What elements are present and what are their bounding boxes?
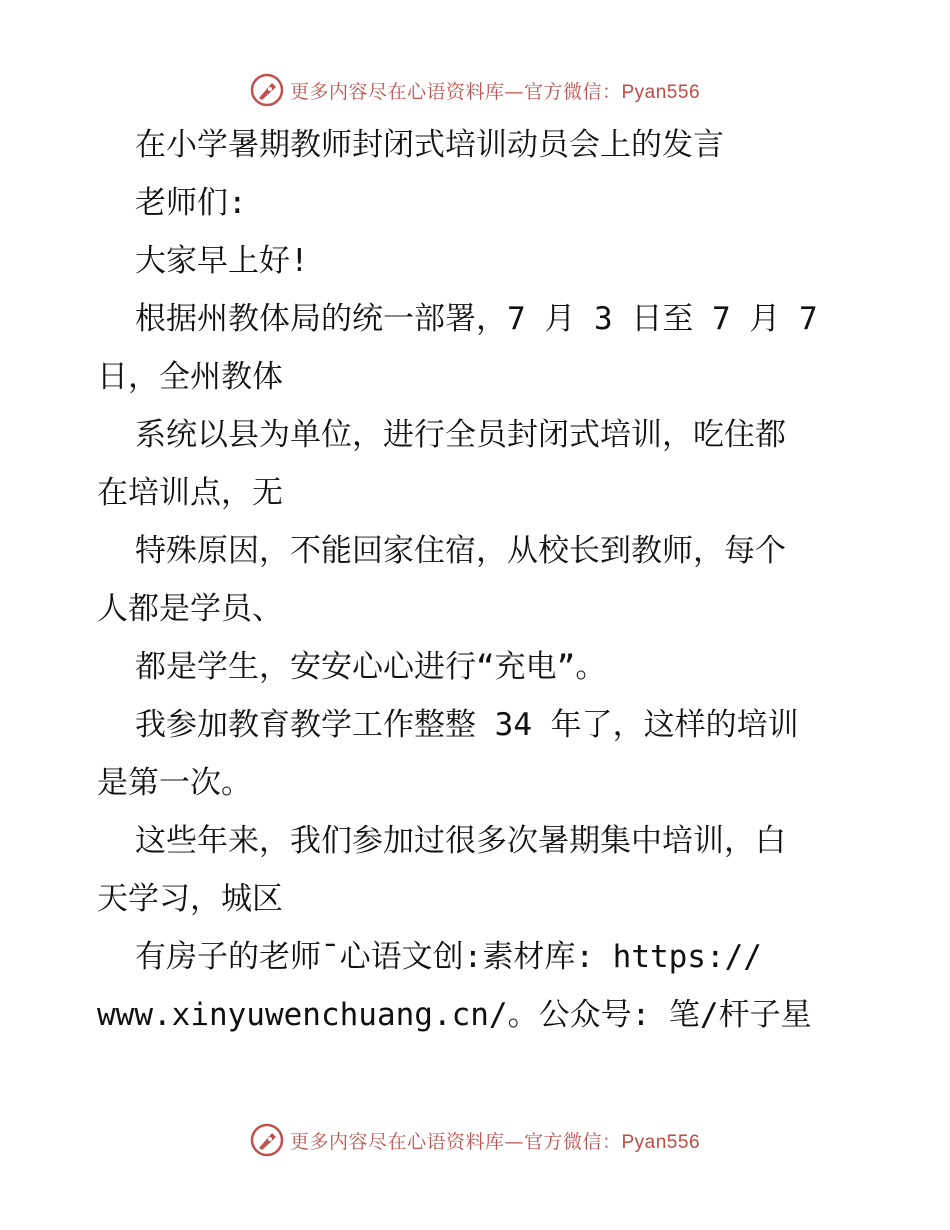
document-body — [97, 116, 897, 1044]
text-line: 天学习，城区 — [97, 881, 283, 917]
text-line: 这些年来，我们参加过很多次暑期集中培训，白 — [135, 823, 786, 859]
text-line: 老师们: — [135, 185, 247, 221]
header-banner — [0, 70, 950, 110]
text-line: 在培训点，无 — [97, 475, 283, 511]
banner-text — [290, 1127, 700, 1154]
text-line: 日，全州教体 — [97, 359, 283, 395]
text-line: 根据州教体局的统一部署，7 月 3 日至 7 月 7 — [135, 301, 818, 337]
text-line: 人都是学员、 — [97, 591, 283, 627]
text-line: 都是学生，安安心心进行“充电”。 — [135, 649, 607, 685]
text-line: www.xinyuwenchuang.cn/。公众号: 笔/杆子星 — [97, 997, 812, 1033]
banner-main-text: 更多内容尽在心语资料库—官方微信： — [289, 80, 622, 103]
text-line: 我参加教育教学工作整整 34 年了，这样的培训 — [135, 707, 799, 743]
text-line: 系统以县为单位，进行全员封闭式培训，吃住都 — [135, 417, 786, 453]
text-line: 在小学暑期教师封闭式培训动员会上的发言 — [135, 127, 724, 163]
text-line: 是第一次。 — [97, 765, 252, 801]
wechat-account: Pyan556 — [621, 81, 701, 103]
text-line: 特殊原因，不能回家住宿，从校长到教师，每个 — [135, 533, 786, 569]
footer-banner — [0, 1120, 950, 1160]
banner-main-text: 更多内容尽在心语资料库—官方微信： — [289, 1130, 622, 1153]
pen-nib-icon — [250, 1123, 284, 1157]
text-line: 有房子的老师¯心语文创:素材库: https:// — [135, 939, 762, 975]
text-line: 大家早上好! — [135, 243, 309, 279]
pen-nib-icon — [250, 73, 284, 107]
banner-text — [290, 77, 700, 104]
wechat-account: Pyan556 — [621, 1131, 701, 1153]
